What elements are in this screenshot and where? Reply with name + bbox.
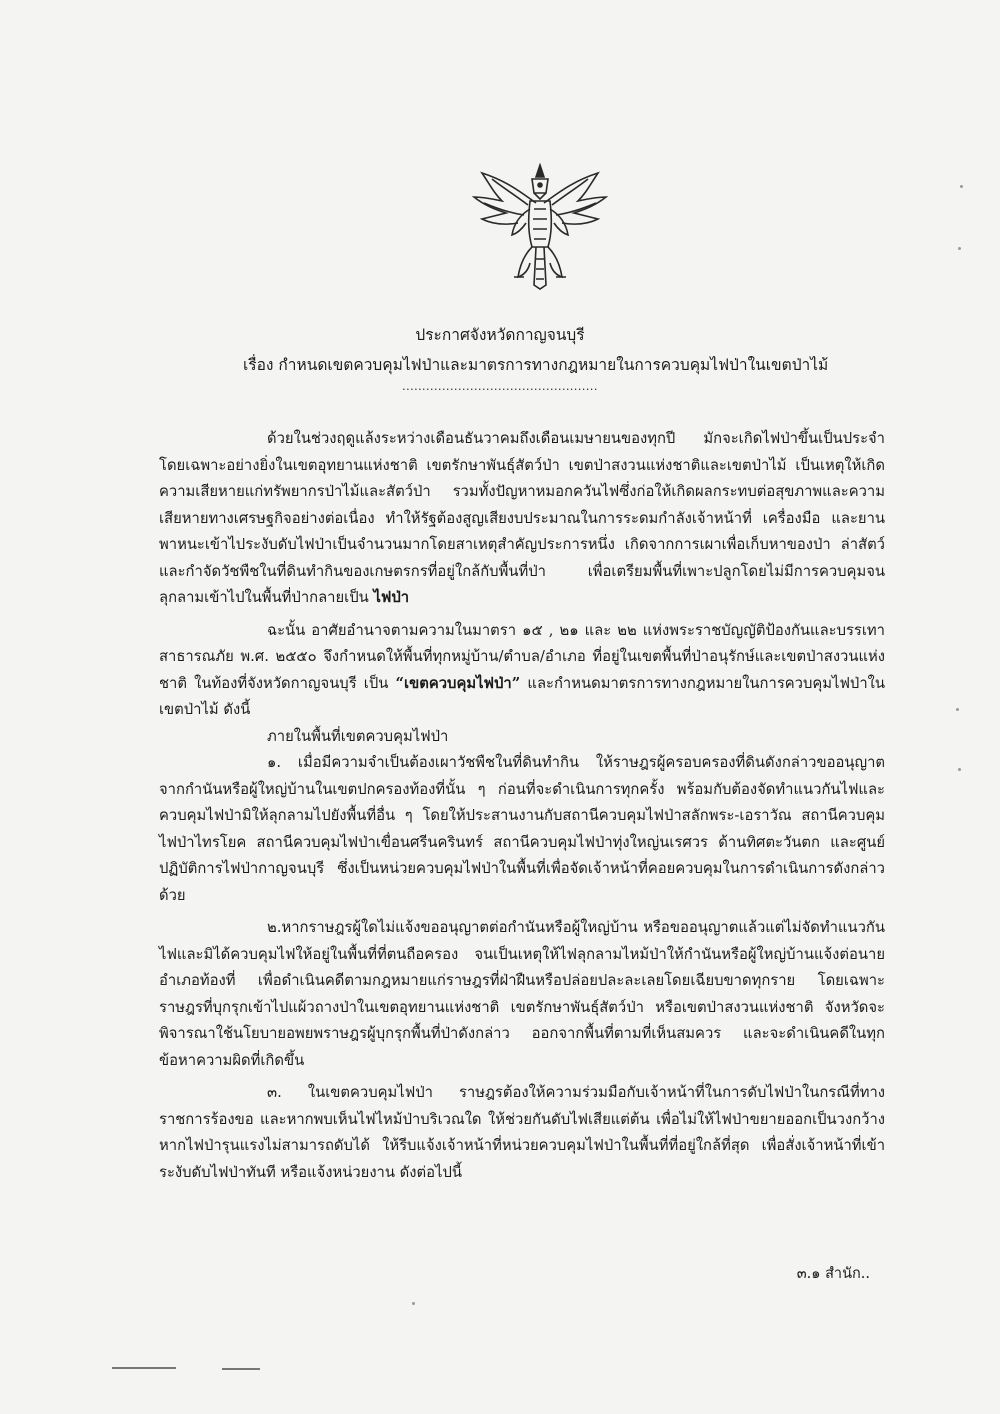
measure-item-1: ๑. เมื่อมีความจำเป็นต้องเผาวัชพืชในที่ดินทำกิน ให้ราษฎรผู้ครอบครองที่ดินดังกล่าวขออนุญาตจากกำนันหรือผู้ใหญ่บ้านในเขตปกครองท้องที่นั้น ๆ ก่อนที่จะดำเนินการทุกครั้ง พร้อมกับต้องจัดทำแนวกันไฟและควบคุมไฟป่ามิให้ลุกลามไปยังพื้นที่อื่น ๆ โดยให้ประสานงานกับสถานีควบคุมไฟป่าสลักพระ-เอราวัณ สถานีควบคุมไฟป่าไทรโยค สถานีควบคุมไฟป่าเขื่อนศรีนครินทร์ สถานีควบคุมไฟป่าทุ่งใหญ่นเรศวร ด้านทิศตะวันตก และศูนย์ปฏิบัติการไฟป่ากาญจนบุรี ซึ่งเป็นหน่วยควบคุมไฟป่าในพื้นที่เพื่อจัดเจ้าหน้าที่คอยควบคุมในการดำเนินการดังกล่าวด้วย <box>159 754 885 904</box>
scan-artifact <box>412 1302 415 1305</box>
authority-paragraph <box>159 618 885 724</box>
scan-artifact <box>956 708 959 711</box>
document-title: ประกาศจังหวัดกาญจนบุรี <box>415 326 585 344</box>
continuation-marker: ๓.๑ สำนัก.. <box>796 1266 870 1282</box>
document-subject: เรื่อง กำหนดเขตควบคุมไฟป่าและมาตรการทางกฎหมายในการควบคุมไฟป่าในเขตป่าไม้ <box>243 356 829 374</box>
scan-artifact <box>958 768 961 771</box>
intro-emphasis: ไฟป่า <box>373 589 410 606</box>
title-separator: ................................................. <box>402 380 598 393</box>
measure-item-3: ๓. ในเขตควบคุมไฟป่า ราษฎรต้องให้ความร่วมมือกับเจ้าหน้าที่ในการดับไฟป่าในกรณีที่ทางราชการร้องขอ และหากพบเห็นไฟไหม้ป่าบริเวณใด ให้ช่วยกันดับไฟเสียแต่ต้น เพื่อไม่ให้ไฟป่าขยายออกเป็นวงกว้าง หากไฟป่ารุนแรงไม่สามารถดับได้ ให้รีบแจ้งเจ้าหน้าที่หน่วยควบคุมไฟป่าในพื้นที่ที่อยู่ใกล้ที่สุด เพื่อสั่งเจ้าหน้าที่เข้าระงับดับไฟป่าทันที หรือแจ้งหน่วยงาน ดังต่อไปนี้ <box>159 1084 885 1181</box>
authority-text-end: และกำหนดมาตรการทางกฎหมายในการควบคุมไฟป่าในเขตป่าไม้ ดังนี้ <box>159 674 885 718</box>
intro-paragraph <box>159 426 885 612</box>
garuda-emblem-icon <box>462 163 618 291</box>
scan-artifact <box>222 1368 260 1370</box>
fire-control-zone-label: “เขตควบคุมไฟป่า” <box>395 674 521 692</box>
authority-text: ฉะนั้น อาศัยอำนาจตามความในมาตรา ๑๕ , ๒๑ และ ๒๒ แห่งพระราชบัญญัติป้องกันและบรรเทาสาธารณภัย พ.ศ. ๒๕๕๐ จึงกำหนดให้พื้นที่ทุกหมู่บ้าน/ตำบล/อำเภอ ที่อยู่ในเขตพื้นที่ป่าอนุรักษ์และเขตป่าสงวนแห่งชาติ ในท้องที่จังหวัดกาญจนบุรี เป็น <box>159 621 885 692</box>
scan-artifact <box>958 247 961 250</box>
document-body <box>159 426 885 1186</box>
scan-artifact <box>112 1367 176 1369</box>
scan-artifact <box>960 185 963 188</box>
intro-text: ด้วยในช่วงฤดูแล้งระหว่างเดือนธันวาคมถึงเดือนเมษายนของทุกปี มักจะเกิดไฟป่าขึ้นเป็นประจำ โดยเฉพาะอย่างยิ่งในเขตอุทยานแห่งชาติ เขตรักษาพันธุ์สัตว์ป่า เขตป่าสงวนแห่งชาติและเขตป่าไม้ เป็นเหตุให้เกิดความเสียหายแก่ทรัพยากรป่าไม้และสัตว์ป่า รวมทั้งปัญหาหมอกควันไฟซึ่งก่อให้เกิดผลกระทบต่อสุขภาพและความเสียหายทางเศรษฐกิจอย่างต่อเนื่อง ทำให้รัฐต้องสูญเสียงบประมาณในการระดมกำลังเจ้าหน้าที่ เครื่องมือ และยานพาหนะเข้าไประงับดับไฟป่าเป็นจำนวนมากโดยสาเหตุสำคัญประการหนึ่ง เกิดจากการเผาเพื่อเก็บหาของป่า ล่าสัตว์ และกำจัดวัชพืชในที่ดินทำกินของเกษตรกรที่อยู่ใกล้กับพื้นที่ป่า เพื่อเตรียมพื้นที่เพาะปลูกโดยไม่มีการควบคุมจนลุกลามเข้าไปในพื้นที่ป่ากลายเป็น <box>159 430 885 606</box>
section-heading: ภายในพื้นที่เขตควบคุมไฟป่า <box>267 727 449 745</box>
measure-item-2: ๒.หากราษฎรผู้ใดไม่แจ้งขออนุญาตต่อกำนันหรือผู้ใหญ่บ้าน หรือขออนุญาตแล้วแต่ไม่จัดทำแนวกันไฟและมิได้ควบคุมไฟให้อยู่ในพื้นที่ที่ตนถือครอง จนเป็นเหตุให้ไฟลุกลามไหม้ป่าให้กำนันหรือผู้ใหญ่บ้านแจ้งต่อนายอำเภอท้องที่ เพื่อดำเนินคดีตามกฎหมายแก่ราษฎรที่ฝ่าฝืนหรือปล่อยปละละเลยโดยเฉียบขาดทุกราย โดยเฉพาะราษฎรที่บุกรุกเข้าไปแผ้วถางป่าในเขตอุทยานแห่งชาติ เขตรักษาพันธุ์สัตว์ป่า หรือเขตป่าสงวนแห่งชาติ จังหวัดจะพิจารณาใช้นโยบายอพยพราษฎรผู้บุกรุกพื้นที่ป่าดังกล่าว ออกจากพื้นที่ตามที่เห็นสมควร และจะดำเนินคดีในทุกข้อหาความผิดที่เกิดขึ้น <box>159 919 885 1069</box>
